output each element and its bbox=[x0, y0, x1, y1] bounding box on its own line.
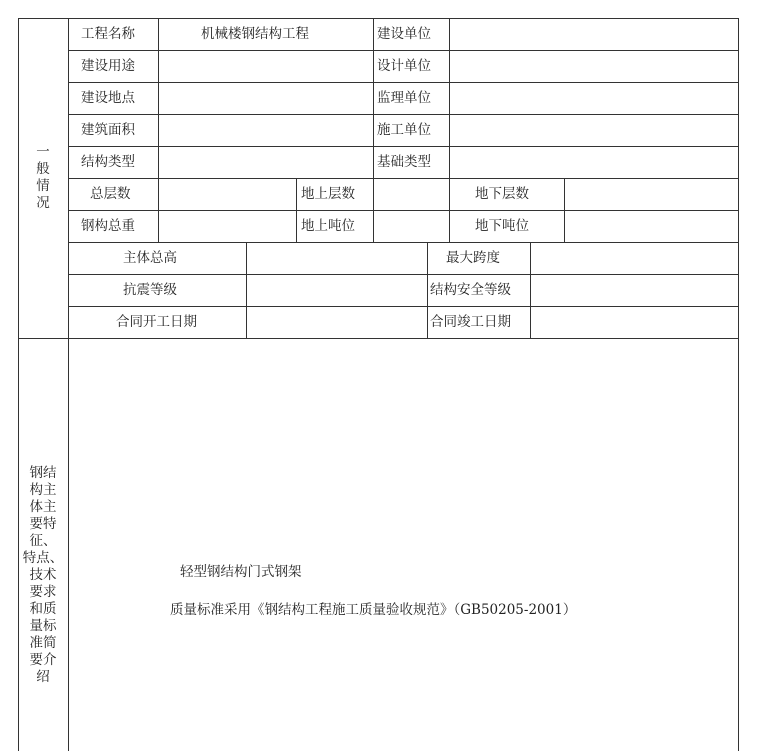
description-line-1: 轻型钢结构门式钢架 bbox=[180, 564, 302, 580]
section2-title-line: 钢结 bbox=[29, 465, 57, 481]
label-floors-below: 地下层数 bbox=[475, 186, 529, 202]
label-floors-above: 地上层数 bbox=[301, 186, 355, 202]
label-foundation-type: 基础类型 bbox=[377, 154, 431, 170]
row-line bbox=[68, 82, 739, 83]
row-line bbox=[68, 210, 739, 211]
section2-title-line: 量标 bbox=[29, 618, 57, 634]
section1-title-char: 般 bbox=[36, 161, 50, 177]
label-main-height: 主体总高 bbox=[123, 250, 177, 266]
label-tonnage-above: 地上吨位 bbox=[301, 218, 355, 234]
label-safety-grade: 结构安全等级 bbox=[430, 282, 511, 298]
col-line bbox=[373, 178, 374, 242]
section-divider-vertical bbox=[68, 18, 69, 751]
col-line bbox=[449, 18, 450, 178]
label-supervision-unit: 监理单位 bbox=[377, 90, 431, 106]
label-structure-type: 结构类型 bbox=[81, 154, 135, 170]
section-divider-horizontal bbox=[18, 338, 739, 339]
col-line bbox=[246, 242, 247, 338]
col-line bbox=[564, 178, 565, 242]
label-project-name: 工程名称 bbox=[81, 26, 135, 42]
label-seismic-grade: 抗震等级 bbox=[123, 282, 177, 298]
label-max-span: 最大跨度 bbox=[446, 250, 500, 266]
row-line bbox=[68, 114, 739, 115]
section1-title-char: 一 bbox=[36, 144, 50, 160]
label-tonnage-below: 地下吨位 bbox=[475, 218, 529, 234]
section2-title-line: 特点、 bbox=[22, 550, 64, 566]
label-floor-area: 建筑面积 bbox=[81, 122, 135, 138]
section2-title-line: 准简 bbox=[29, 635, 57, 651]
col-line bbox=[296, 178, 297, 242]
description-line-2: 质量标准采用《钢结构工程施工质量验收规范》（GB50205-2001） bbox=[170, 602, 577, 618]
table-top-border bbox=[18, 18, 739, 19]
section2-title-line: 要特 bbox=[29, 516, 57, 532]
label-total-floors: 总层数 bbox=[90, 186, 131, 202]
label-contract-end-date: 合同竣工日期 bbox=[430, 314, 511, 330]
col-line bbox=[427, 242, 428, 338]
section1-title-char: 情 bbox=[36, 178, 50, 194]
col-line bbox=[158, 18, 159, 242]
section2-title-line: 要介 bbox=[29, 652, 57, 668]
section1-title-char: 况 bbox=[36, 195, 50, 211]
label-steel-total-weight: 钢构总重 bbox=[81, 218, 135, 234]
section2-title-line: 要求 bbox=[29, 584, 57, 600]
section2-title bbox=[18, 465, 68, 686]
section2-title-line: 构主 bbox=[29, 482, 57, 498]
row-line bbox=[68, 50, 739, 51]
value-project-name: 机械楼钢结构工程 bbox=[201, 26, 309, 42]
label-building-use: 建设用途 bbox=[81, 58, 135, 74]
section2-title-line: 技术 bbox=[29, 567, 57, 583]
row-line bbox=[68, 146, 739, 147]
row-line bbox=[68, 274, 739, 275]
label-construction-unit: 施工单位 bbox=[377, 122, 431, 138]
label-building-site: 建设地点 bbox=[81, 90, 135, 106]
section2-title-line: 征、 bbox=[29, 533, 57, 549]
section2-title-line: 绍 bbox=[36, 669, 50, 685]
label-design-unit: 设计单位 bbox=[377, 58, 431, 74]
row-line bbox=[68, 178, 739, 179]
section2-title-line: 和质 bbox=[29, 601, 57, 617]
section1-title bbox=[18, 144, 68, 212]
table-right-border bbox=[738, 18, 739, 751]
label-owner-unit: 建设单位 bbox=[377, 26, 431, 42]
section2-title-line: 体主 bbox=[29, 499, 57, 515]
row-line bbox=[68, 306, 739, 307]
col-line bbox=[373, 18, 374, 178]
col-line bbox=[449, 178, 450, 242]
row-line bbox=[68, 242, 739, 243]
col-line bbox=[530, 242, 531, 338]
label-contract-start-date: 合同开工日期 bbox=[116, 314, 197, 330]
